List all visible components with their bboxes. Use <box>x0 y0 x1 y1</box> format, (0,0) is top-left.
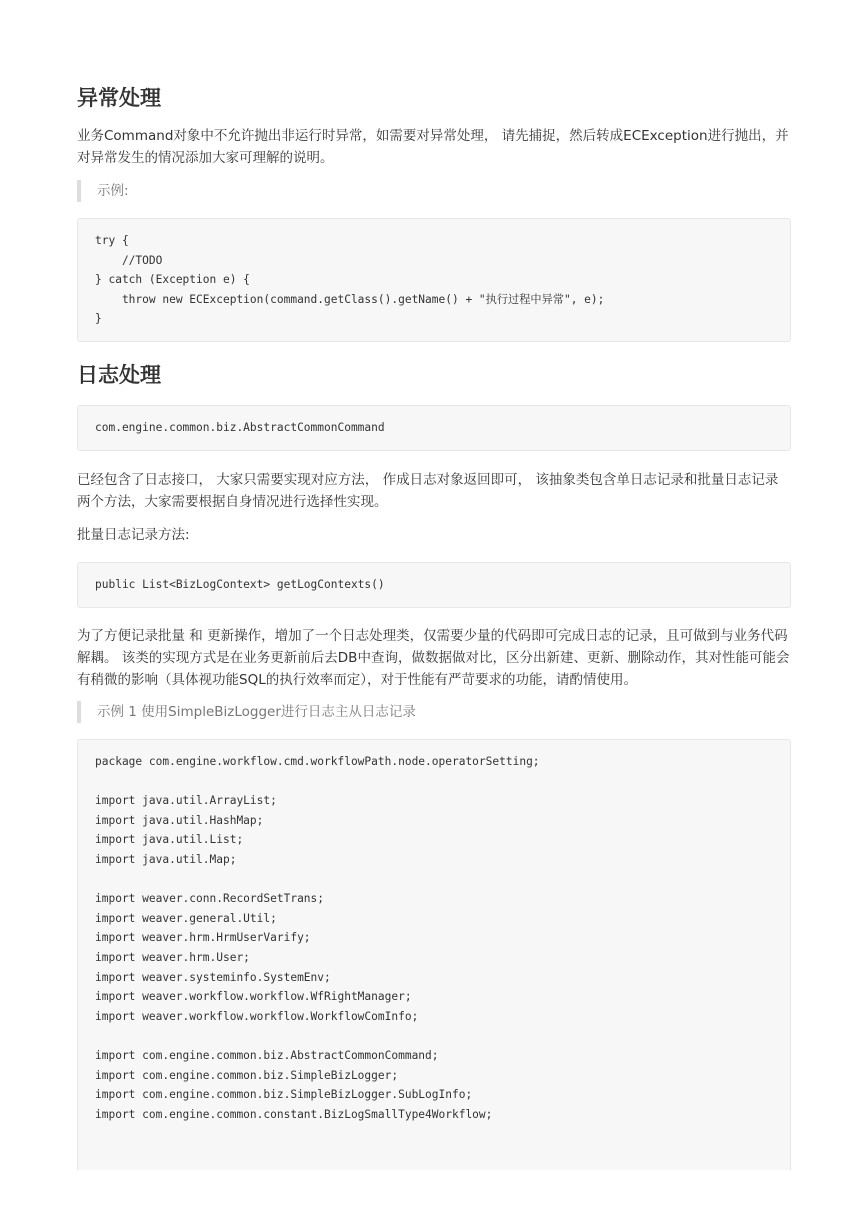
exception-heading: 异常处理 <box>77 86 161 110</box>
exception-code-block: try { //TODO } catch (Exception e) { throw new ECException(command.getClass().getName() + "执行过程中异常", e); } <box>77 218 791 342</box>
exception-paragraph: 业务Command对象中不允许抛出非运行时异常，如需要对异常处理， 请先捕捉，然后转成ECException进行抛出，并对异常发生的情况添加大家可理解的说明。 <box>77 128 789 166</box>
logging-example-code: package com.engine.workflow.cmd.workflowPath.node.operatorSetting; import java.util.ArrayList; import java.util.HashMap; import java.util.List; import java.util.Map; import weaver.conn.RecordSetTrans; import weaver.general.Util; import weaver.hrm.HrmUserVarify; import weaver.hrm.User; import weaver.systeminfo.SystemEnv; import weaver.workflow.workflow.WfRightManager; import weaver.workflow.workflow.WorkflowComInfo; import com.engine.common.biz.AbstractCommonCommand; import com.engine.common.biz.SimpleBizLogger; import com.engine.common.biz.SimpleBizLogger.SubLogInfo; import com.engine.common.constant.BizLogSmallType4Workflow; <box>77 739 791 1170</box>
logging-example-quote: 示例 1 使用SimpleBizLogger进行日志主从日志记录 <box>77 701 416 723</box>
logging-paragraph-helper: 为了方便记录批量 和 更新操作，增加了一个日志处理类，仅需要少量的代码即可完成日志的记录，且可做到与业务代码解耦。 该类的实现方式是在业务更新前后去DB中查询，做数据做对比，区分出新建、更新、删除动作，其对性能可能会有稍微的影响（具体视功能SQL的执行效率而定），对于性能有严苛要求的功能，请酌情使用。 <box>77 628 790 688</box>
logging-paragraph-intro: 已经包含了日志接口， 大家只需要实现对应方法， 作成日志对象返回即可， 该抽象类包含单日志记录和批量日志记录两个方法，大家需要根据自身情况进行选择性实现。 <box>77 472 779 510</box>
logging-batch-code: public List<BizLogContext> getLogContexts() <box>77 562 791 608</box>
logging-batch-label: 批量日志记录方法: <box>77 527 190 543</box>
logging-class-code: com.engine.common.biz.AbstractCommonCommand <box>77 405 791 451</box>
exception-example-quote: 示例: <box>77 180 129 202</box>
logging-heading: 日志处理 <box>77 363 161 387</box>
